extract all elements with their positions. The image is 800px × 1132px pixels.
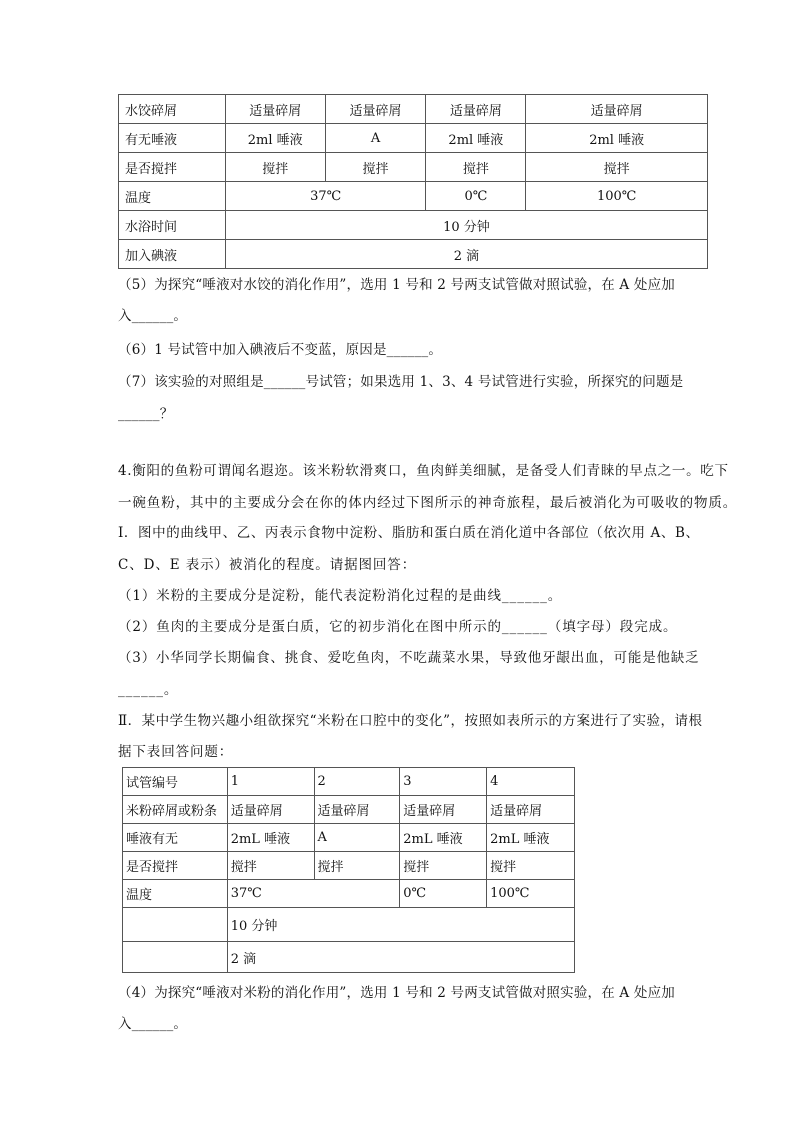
question-5-line-2: 入______。	[118, 308, 188, 324]
row-label: 温度	[119, 182, 226, 211]
table-row	[119, 124, 708, 153]
table-cell: 适量碎屑	[426, 95, 526, 124]
row-label: 是否搅拌	[119, 153, 226, 182]
problem-4-part-ii-line-1: Ⅱ．某中学生物兴趣小组欲探究“米粉在口腔中的变化”，按照如表所示的方案进行了实验，请根	[118, 713, 703, 729]
problem-4-question-1: （1）米粉的主要成分是淀粉，能代表淀粉消化过程的是曲线______。	[118, 588, 563, 604]
problem-4-part-ii-line-2: 据下表回答问题：	[118, 744, 234, 760]
table-cell: 搅拌	[314, 852, 400, 880]
problem-4-part-i-line-2: C、D、E 表示）被消化的程度。请据图回答：	[118, 557, 417, 573]
table-cell: 2 滴	[225, 240, 707, 269]
question-6: （6）1 号试管中加入碘液后不变蓝，原因是______。	[118, 342, 443, 358]
problem-4-line-1: 4.衡阳的鱼粉可谓闻名遐迩。该米粉软滑爽口，鱼肉鲜美细腻，是备受人们青睐的早点之一。吃下	[118, 463, 729, 479]
table-cell: 10 分钟	[225, 211, 707, 240]
table-cell: 适量碎屑	[400, 796, 487, 824]
problem-4-part-i-line-1: Ⅰ．图中的曲线甲、乙、丙表示食物中淀粉、脂肪和蛋白质在消化道中各部位（依次用 A、B、	[118, 525, 700, 541]
table-cell: 适量碎屑	[225, 95, 325, 124]
table-row	[123, 824, 575, 852]
table-cell: 搅拌	[325, 153, 426, 182]
table-cell: 适量碎屑	[526, 95, 708, 124]
question-7-line-1: （7）该实验的对照组是______号试管；如果选用 1、3、4 号试管进行实验，所探究的问题是	[118, 374, 684, 390]
row-label: 唾液有无	[123, 824, 228, 852]
table-dumpling-experiment	[118, 94, 708, 269]
table-cell: 适量碎屑	[314, 796, 400, 824]
problem-4-question-3-line-1: （3）小华同学长期偏食、挑食、爱吃鱼肉，不吃蔬菜水果，导致他牙龈出血，可能是他缺乏	[118, 650, 700, 666]
row-label: 温度	[123, 880, 228, 908]
row-label: 有无唾液	[119, 124, 226, 153]
table-header-cell: 1	[227, 768, 314, 796]
problem-4-line-2: 一碗鱼粉，其中的主要成分会在你的体内经过下图所示的神奇旅程，最后被消化为可吸收的物质。	[118, 495, 738, 511]
row-label	[123, 942, 228, 973]
table-row	[119, 211, 708, 240]
table-row	[123, 908, 575, 942]
table-cell: 2mL 唾液	[487, 824, 575, 852]
table-cell: 0℃	[400, 880, 487, 908]
table-header-cell: 3	[400, 768, 487, 796]
row-label: 水饺碎屑	[119, 95, 226, 124]
table-cell: 适量碎屑	[325, 95, 426, 124]
table-row	[123, 852, 575, 880]
table-header-cell: 4	[487, 768, 575, 796]
table-cell: 适量碎屑	[487, 796, 575, 824]
table-rice-noodle-experiment	[122, 767, 575, 973]
table-cell: 37℃	[225, 182, 426, 211]
table-cell: 2 滴	[227, 942, 574, 973]
problem-4-question-4-line-2: 入______。	[118, 1016, 188, 1032]
table-row	[119, 95, 708, 124]
table-cell: 2ml 唾液	[426, 124, 526, 153]
row-label	[123, 908, 228, 942]
question-5-line-1: （5）为探究“唾液对水饺的消化作用”，选用 1 号和 2 号两支试管做对照试验，在 A 处应加	[118, 277, 675, 293]
table-cell: 适量碎屑	[227, 796, 314, 824]
table-cell: 搅拌	[227, 852, 314, 880]
table-header-cell: 试管编号	[123, 768, 228, 796]
table-cell: 搅拌	[400, 852, 487, 880]
question-7-line-2: ______？	[118, 406, 174, 422]
problem-4-question-2: （2）鱼肉的主要成分是蛋白质，它的初步消化在图中所示的______（填字母）段完成。	[118, 619, 678, 635]
table-cell: 10 分钟	[227, 908, 574, 942]
table-cell: 2ml 唾液	[225, 124, 325, 153]
table-row	[119, 182, 708, 211]
table-cell: 2ml 唾液	[526, 124, 708, 153]
table-cell: 100℃	[487, 880, 575, 908]
table-cell: 100℃	[526, 182, 708, 211]
row-label: 米粉碎屑或粉条	[123, 796, 228, 824]
table-row	[123, 796, 575, 824]
problem-4-question-3-line-2: ______。	[118, 682, 179, 698]
row-label: 水浴时间	[119, 211, 226, 240]
table-row	[123, 942, 575, 973]
table-cell: 搅拌	[526, 153, 708, 182]
table-cell: 0℃	[426, 182, 526, 211]
table-cell: 2mL 唾液	[400, 824, 487, 852]
table-header-cell: 2	[314, 768, 400, 796]
problem-4-question-4-line-1: （4）为探究“唾液对米粉的消化作用”，选用 1 号和 2 号两支试管做对照实验，在 A 处应加	[118, 985, 675, 1001]
table-cell: 搅拌	[426, 153, 526, 182]
row-label: 是否搅拌	[123, 852, 228, 880]
table-cell: A	[314, 824, 400, 852]
table-header-row	[123, 768, 575, 796]
row-label: 加入碘液	[119, 240, 226, 269]
table-cell: 37℃	[227, 880, 400, 908]
table-row	[119, 153, 708, 182]
table-cell: A	[325, 124, 426, 153]
table-cell: 2mL 唾液	[227, 824, 314, 852]
table-row	[119, 240, 708, 269]
table-cell: 搅拌	[487, 852, 575, 880]
table-row	[123, 880, 575, 908]
table-cell: 搅拌	[225, 153, 325, 182]
